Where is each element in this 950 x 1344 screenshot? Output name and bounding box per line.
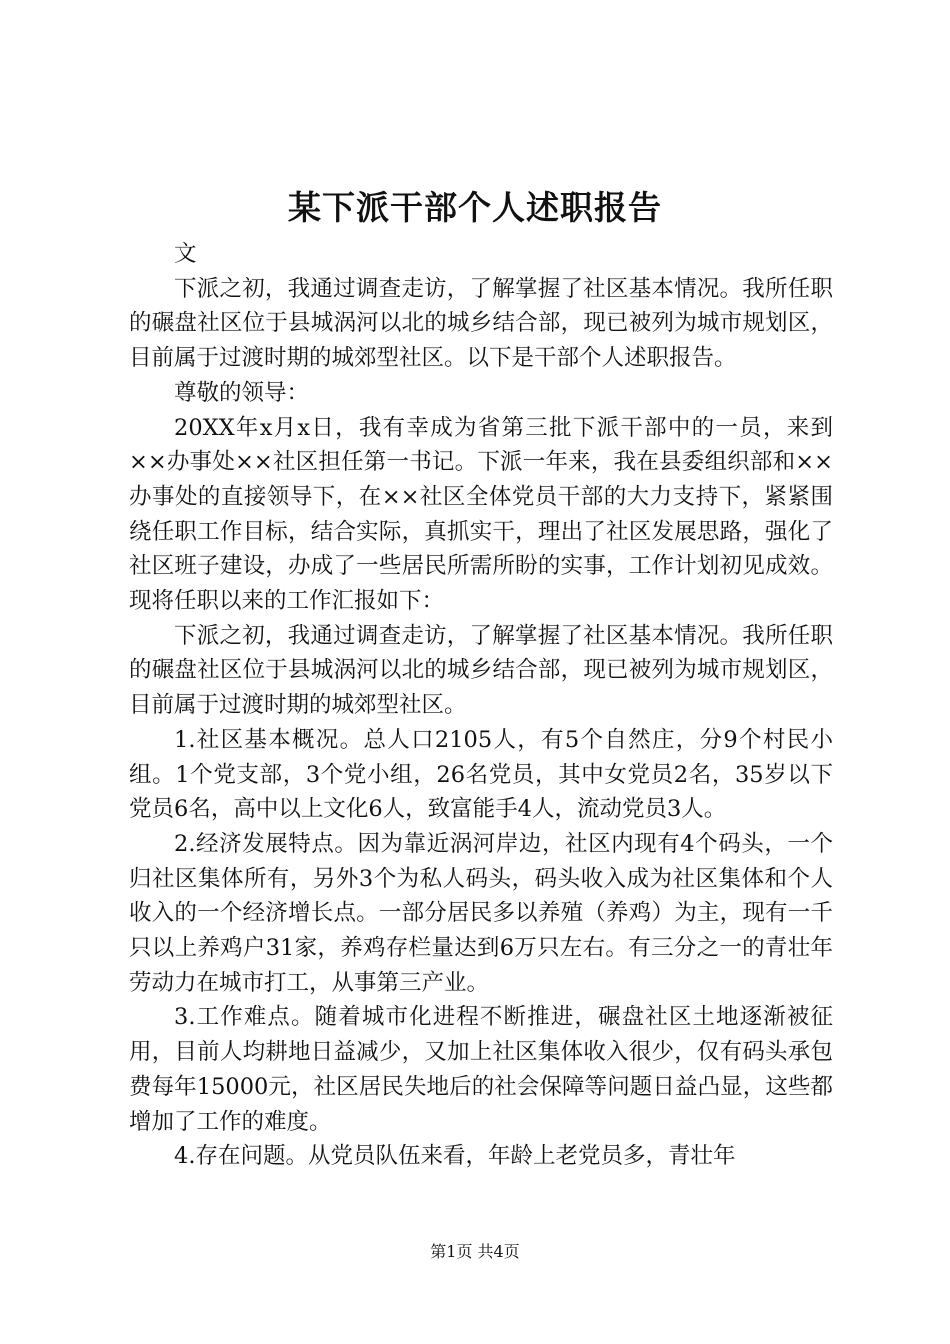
paragraph-basic-profile: 1.社区基本概况。总人口2105人，有5个自然庄，分9个村民小组。1个党支部，3个党小组，26名党员，其中女党员2名，35岁以下党员6名，高中以上文化6人，致富能手4人，流动党员3人。 xyxy=(129,726,833,823)
paragraph-community-situation: 下派之初，我通过调查走访，了解掌握了社区基本情况。我所任职的碾盘社区位于县城涡河以北的城乡结合部，现已被列为城市规划区，目前属于过渡时期的城郊型社区。 xyxy=(129,622,833,719)
paragraph-intro: 下派之初，我通过调查走访，了解掌握了社区基本情况。我所任职的碾盘社区位于县城涡河以北的城乡结合部，现已被列为城市规划区，目前属于过渡时期的城郊型社区。以下是干部个人述职报告。 xyxy=(129,275,833,372)
paragraph-economic-features: 2.经济发展特点。因为靠近涡河岸边，社区内现有4个码头，一个归社区集体所有，另外3个为私人码头，码头收入成为社区集体和个人收入的一个经济增长点。一部分居民多以养殖（养鸡）为主，现有一千只以上养鸡户31家，养鸡存栏量达到6万只左右。有三分之一的青壮年劳动力在城市打工，从事第三产业。 xyxy=(129,830,833,996)
paragraph-author: 文 xyxy=(174,241,197,267)
paragraph-existing-problems: 4.存在问题。从党员队伍来看，年龄上老党员多，青壮年 xyxy=(174,1143,736,1170)
paragraph-overview: 20XX年x月x日，我有幸成为省第三批下派干部中的一员，来到××办事处××社区担任第一书记。下派一年来，我在县委组织部和××办事处的直接领导下，在××社区全体党员干部的大力支持下，紧紧围绕任职工作目标，结合实际，真抓实干，理出了社区发展思路，强化了社区班子建设，办成了一些居民所需所盼的实事，工作计划初见成效。现将任职以来的工作汇报如下： xyxy=(129,414,833,615)
page-number: 第1页 共4页 xyxy=(430,1242,520,1261)
paragraph-salutation: 尊敬的领导： xyxy=(174,379,310,406)
paragraph-work-difficulties: 3.工作难点。随着城市化进程不断推进，碾盘社区土地逐渐被征用，目前人均耕地日益减少，又加上社区集体收入很少，仅有码头承包费每年15000元，社区居民失地后的社会保障等问题日益凸显，这些都增加了工作的难度。 xyxy=(129,1004,833,1135)
document-body xyxy=(129,237,833,1174)
document-title: 某下派干部个人述职报告 xyxy=(288,188,662,227)
